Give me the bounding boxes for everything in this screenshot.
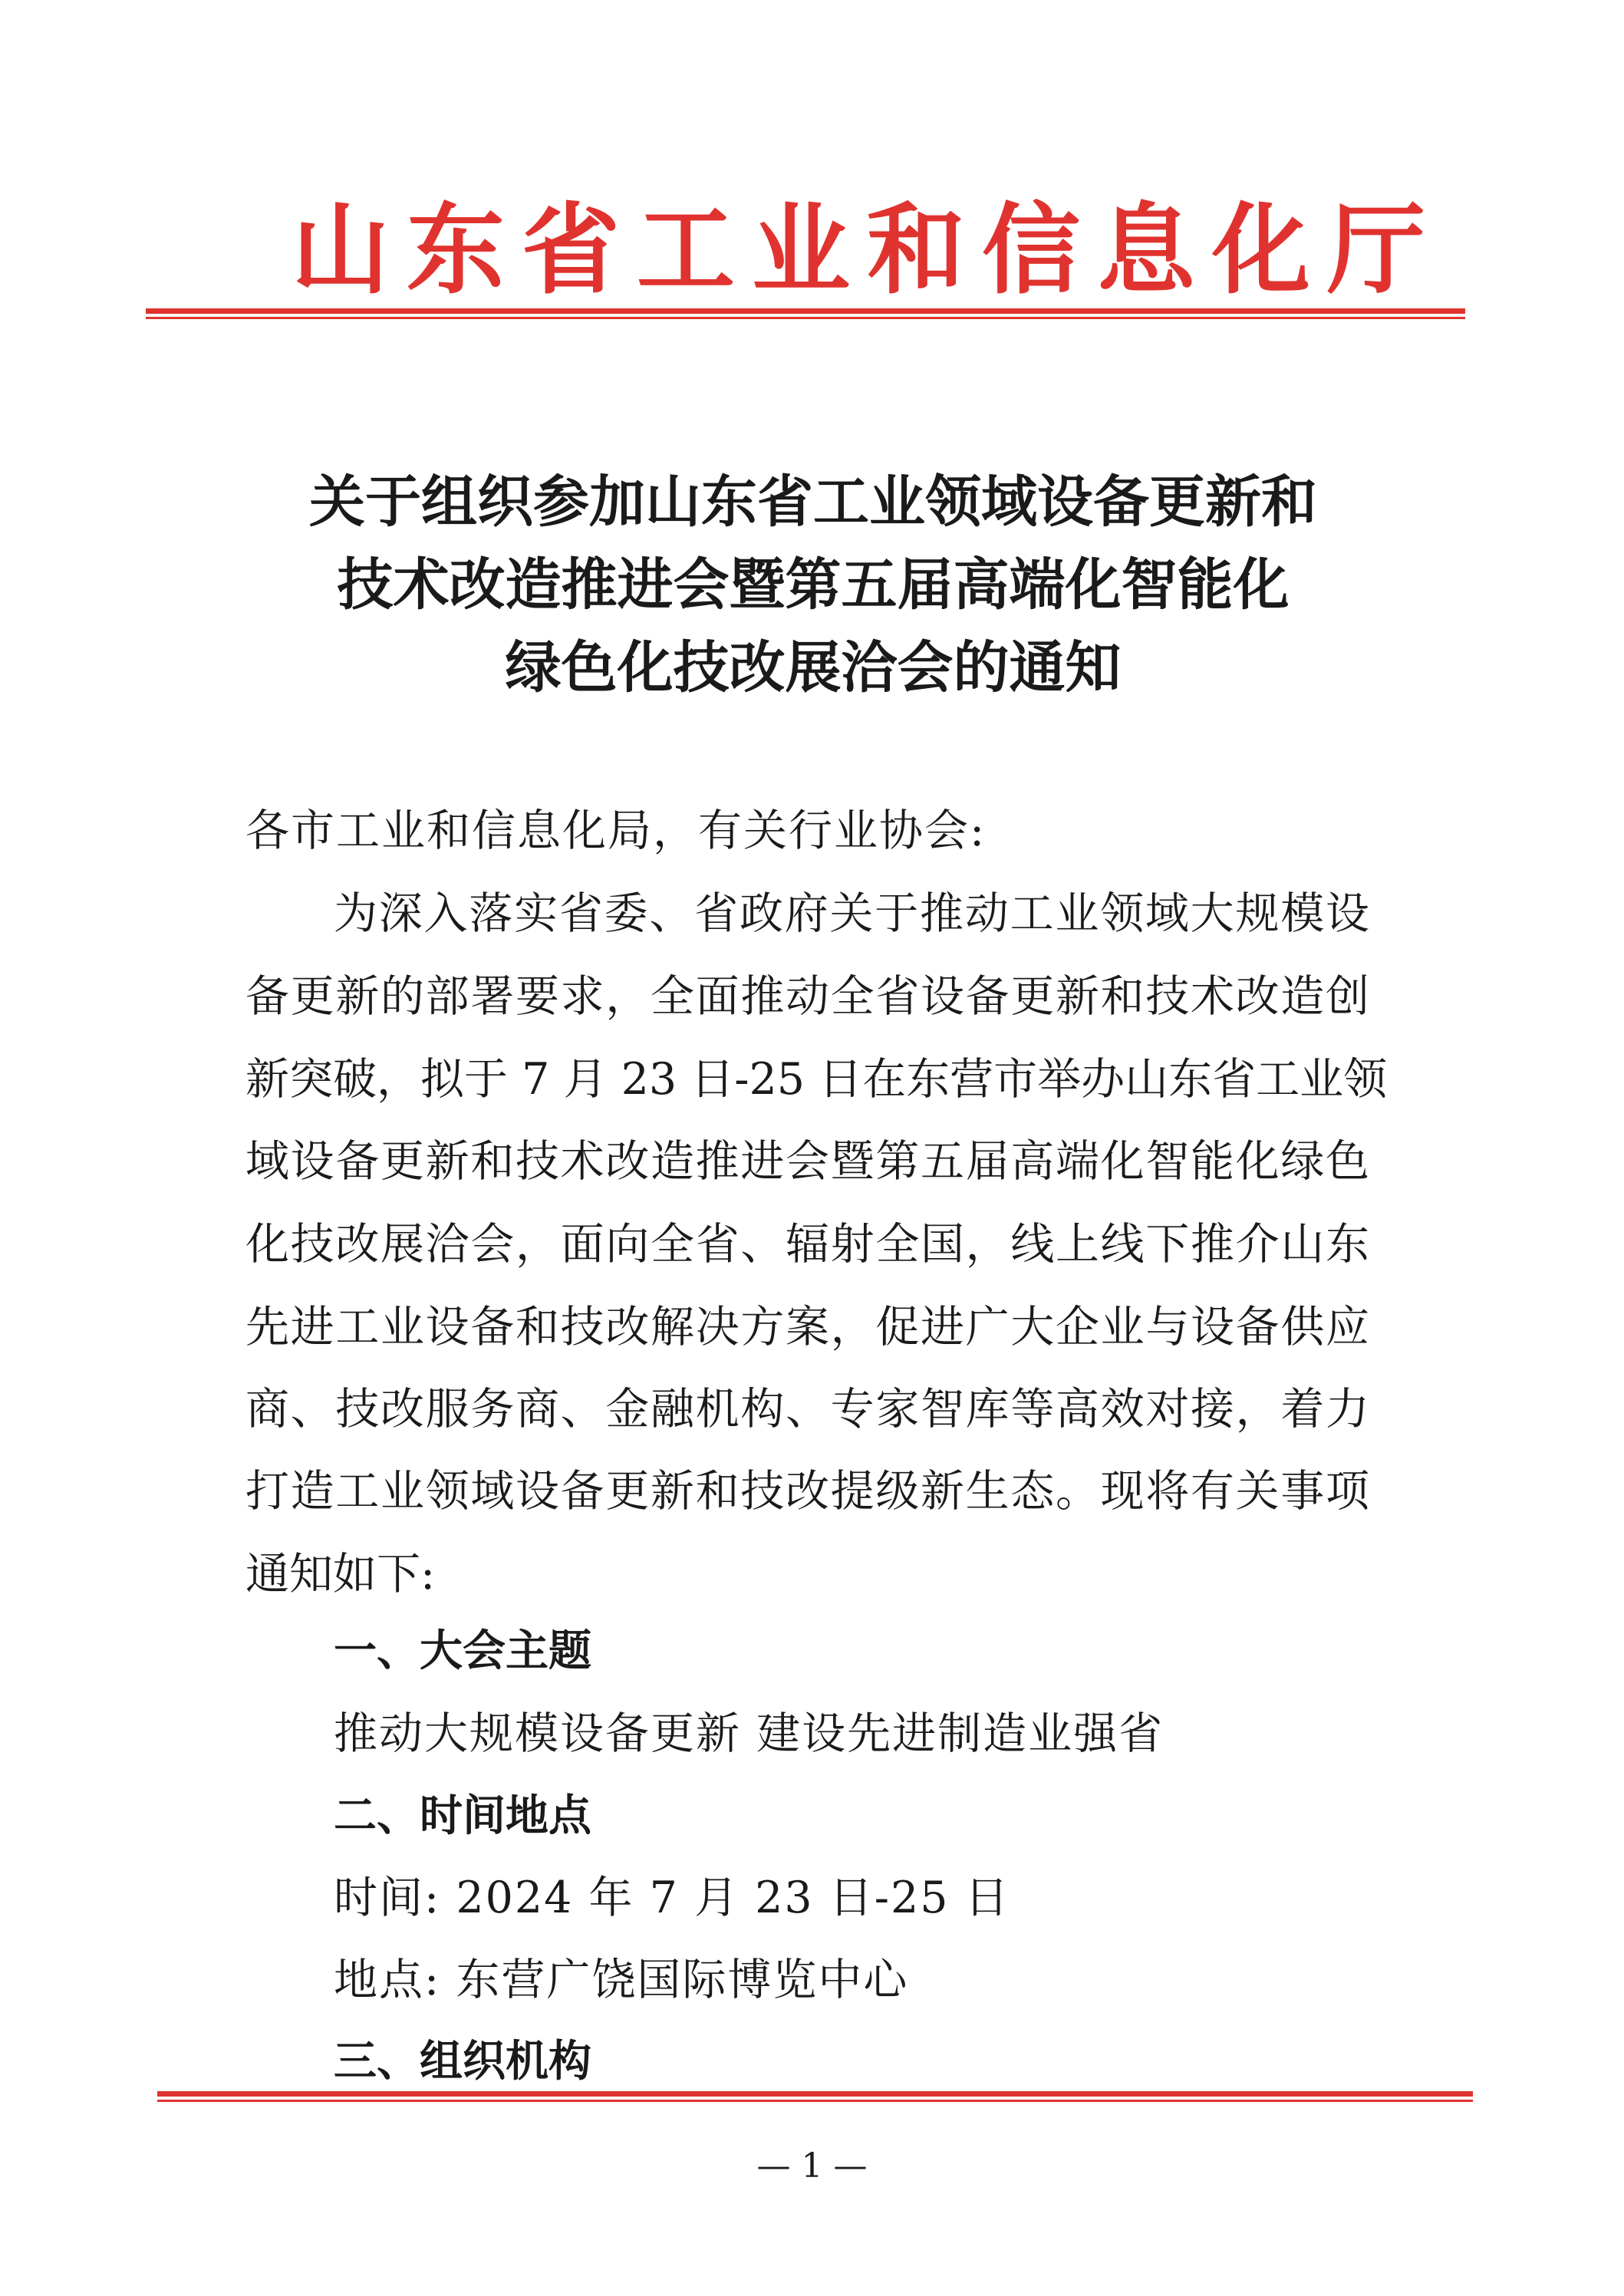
section-heading-time-place: 二、时间地点: [334, 1791, 591, 1841]
paragraph-line: 商、技改服务商、金融机构、专家智库等高效对接，着力: [245, 1384, 1369, 1435]
section-item-time: 时间: 2024 年 7 月 23 日-25 日: [334, 1873, 1010, 1923]
paragraph-line: 备更新的部署要求，全面推动全省设备更新和技术改造创: [245, 971, 1369, 1022]
document-title: [192, 460, 1435, 709]
paragraph-line: 先进工业设备和技改解决方案，促进广大企业与设备供应: [245, 1302, 1369, 1352]
paragraph-line: 为深入落实省委、省政府关于推动工业领域大规模设: [334, 888, 1369, 939]
red-rule-thick-line: [157, 2091, 1473, 2097]
paragraph-line: 打造工业领域设备更新和技改提级新生态。现将有关事项: [245, 1466, 1369, 1517]
paragraph-line: 化技改展洽会，面向全省、辐射全国，线上线下推介山东: [245, 1219, 1369, 1270]
footer-red-rule: [157, 2091, 1473, 2102]
document-title-line: 关于组织参加山东省工业领域设备更新和: [309, 469, 1317, 535]
red-rule-thick-line: [146, 308, 1465, 314]
paragraph-line: 域设备更新和技术改造推进会暨第五届高端化智能化绿色: [245, 1136, 1369, 1187]
document-title-line: 技术改造推进会暨第五届高端化智能化: [337, 552, 1290, 618]
section-heading-theme: 一、大会主题: [334, 1626, 591, 1676]
paragraph-line: 通知如下:: [245, 1549, 436, 1599]
letterhead-red-rule: [146, 308, 1465, 319]
red-rule-thin-line: [146, 317, 1465, 319]
salutation: 各市工业和信息化局，有关行业协会:: [245, 805, 987, 856]
letterhead-title: 山东省工业和信息化厅: [292, 193, 1443, 308]
section-item-place: 地点: 东营广饶国际博览中心: [334, 1955, 909, 2005]
section-heading-organization: 三、组织机构: [334, 2037, 591, 2087]
section-item-theme: 推动大规模设备更新 建设先进制造业强省: [334, 1708, 1164, 1759]
page-number: — 1 —: [756, 2146, 868, 2186]
red-rule-thin-line: [157, 2100, 1473, 2102]
document-title-line: 绿色化技改展洽会的通知: [505, 634, 1122, 700]
paragraph-line: 新突破，拟于 7 月 23 日-25 日在东营市举办山东省工业领: [245, 1054, 1388, 1105]
